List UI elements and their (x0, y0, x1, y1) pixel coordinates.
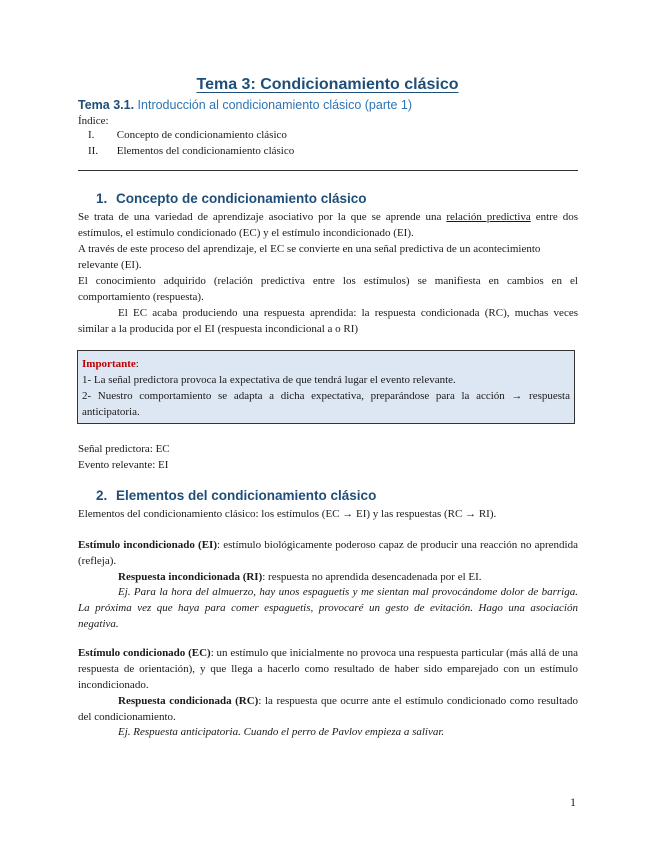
section-title: Concepto de condicionamiento clásico (116, 191, 367, 206)
section-number: 1. (96, 191, 108, 206)
index-item-text: Concepto de condicionamiento clásico (116, 129, 287, 141)
definition-ec: Estímulo condicionado (EC): un estímulo que inicialmente no provoca una respuesta particular (más allá de una respuesta de orientación), y que llega a hacerlo como resultado de haber sido emparejado con un estímulo incondicionado. (78, 647, 578, 691)
index-label: Índice: (78, 115, 109, 127)
section-2-heading (96, 488, 376, 503)
definition-rc: Respuesta condicionada (RC): la respuesta que ocurre ante el estímulo condicionado como resultado del condicionamiento. (78, 695, 579, 723)
example-ri: Ej. Para la hora del almuerzo, hay unos espaguetis y me sientan mal provocándome dolor de barriga. La próxima vez que haya para comer espaguetis, provocaré un gesto de evitación. Hago una asociación negativa. (78, 586, 578, 630)
paragraph: El conocimiento adquirido (relación predictiva entre los estímulos) se manifiesta en cambios en el comportamiento (respuesta). (78, 275, 578, 303)
index-item-number: II. (88, 145, 99, 157)
subtitle-number: Tema 3.1. (78, 98, 135, 112)
subtitle (78, 98, 412, 112)
callout-line: 2- Nuestro comportamiento se adapta a dicha expectativa, preparándose para la acción → respuesta anticipatoria. (82, 390, 570, 418)
signal-line: Señal predictora: EC (78, 443, 170, 455)
index-item-text: Elementos del condicionamiento clásico (116, 145, 295, 157)
subtitle-text: Introducción al condicionamiento clásico (parte 1) (137, 98, 412, 112)
index-item (88, 129, 287, 141)
important-callout: Importante: 1- La señal predictora provoca la expectativa de que tendrá lugar el evento relevante. 2- Nuestro comportamiento se adapta a dicha expectativa, preparándose para la acción → respuesta anticipatoria. (77, 350, 575, 424)
paragraph: El EC acaba produciendo una respuesta aprendida: la respuesta condicionada (RC), muchas veces similar a la producida por el EI (respuesta incondicional a o RI) (78, 307, 578, 335)
section-number: 2. (96, 488, 108, 503)
callout-label: Importante (82, 358, 136, 370)
definition-ri: Respuesta incondicionada (RI): respuesta no aprendida desencadenada por el EI. (118, 571, 482, 583)
example-rc: Ej. Respuesta anticipatoria. Cuando el perro de Pavlov empieza a salivar. (118, 726, 445, 738)
callout-line: 1- La señal predictora provoca la expectativa de que tendrá lugar el evento relevante. (82, 374, 456, 386)
divider (78, 170, 578, 171)
definition-ei: Estímulo incondicionado (EI): estímulo biológicamente poderoso capaz de producir una reacción no aprendida (refleja). (78, 539, 578, 567)
section-title: Elementos del condicionamiento clásico (116, 488, 377, 503)
section-1-heading (96, 191, 367, 206)
underlined-term: relación predictiva (446, 211, 531, 223)
signal-line: Evento relevante: EI (78, 459, 169, 471)
page-title: Tema 3: Condicionamiento clásico (196, 76, 459, 93)
page-number: 1 (570, 795, 576, 809)
paragraph: Elementos del condicionamiento clásico: los estímulos (EC → EI) y las respuestas (RC → RI). (78, 508, 497, 520)
paragraph: A través de este proceso del aprendizaje, el EC se convierte en una señal predictiva de un acontecimiento relevante (EI). (78, 243, 541, 271)
index-item-number: I. (88, 129, 95, 141)
paragraph: Se trata de una variedad de aprendizaje asociativo por la que se aprende una relación predictiva entre dos estímulos, el estímulo condicionado (EC) y el estímulo incondicionado (EI). (78, 211, 579, 239)
index-item (88, 145, 294, 157)
